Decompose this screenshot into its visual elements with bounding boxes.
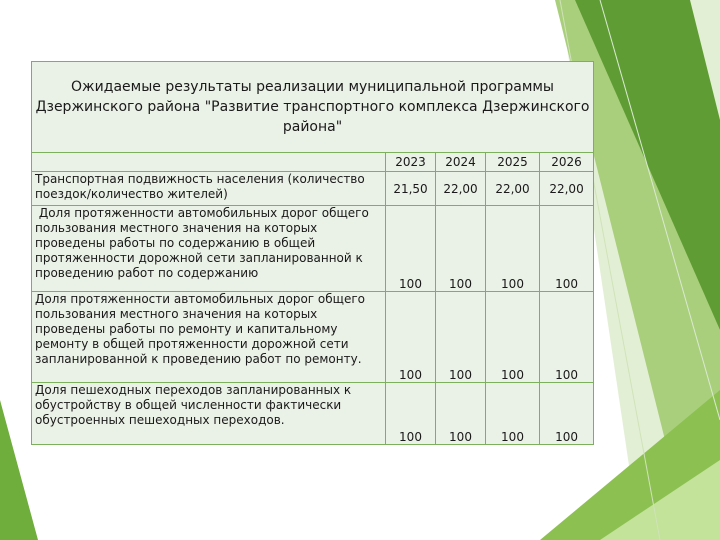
- table-row: [32, 383, 594, 445]
- year-2023: 2023: [386, 153, 436, 172]
- row-value: 100: [486, 292, 540, 383]
- row-value: 100: [386, 206, 436, 292]
- table-row: [32, 172, 594, 206]
- year-2025: 2025: [486, 153, 540, 172]
- year-2026: 2026: [540, 153, 594, 172]
- row-value: 100: [386, 292, 436, 383]
- row-value: 100: [540, 206, 594, 292]
- row-value: 100: [436, 292, 486, 383]
- row-value: 21,50: [386, 172, 436, 206]
- year-2024: 2024: [436, 153, 486, 172]
- row-label: Доля протяженности автомобильных дорог общего пользования местного значения на которых проведены работы по ремонту и капитальному ремонту в общей протяженности дорожной сети запланированной к проведению работ по ремонту.: [32, 292, 386, 383]
- empty-header-cell: [32, 153, 386, 172]
- results-table: [31, 61, 594, 445]
- row-value: 22,00: [486, 172, 540, 206]
- table-title: Ожидаемые результаты реализации муниципальной программы Дзержинского района "Развитие транспортного комплекса Дзержинского района": [32, 62, 594, 153]
- row-value: 100: [540, 383, 594, 445]
- row-value: 22,00: [540, 172, 594, 206]
- row-value: 100: [486, 206, 540, 292]
- row-label: Доля протяженности автомобильных дорог общего пользования местного значения на которых проведены работы по содержанию в общей протяженности дорожной сети запланированной к проведению работ по содержанию: [32, 206, 386, 292]
- row-value: 100: [486, 383, 540, 445]
- row-value: 22,00: [436, 172, 486, 206]
- table-row: [32, 292, 594, 383]
- table-row: [32, 206, 594, 292]
- row-value: 100: [436, 383, 486, 445]
- row-value: 100: [540, 292, 594, 383]
- row-value: 100: [386, 383, 436, 445]
- row-label: Доля пешеходных переходов запланированных к обустройству в общей численности фактически обустроенных пешеходных переходов.: [32, 383, 386, 445]
- year-header-row: [32, 153, 594, 172]
- row-label: Транспортная подвижность населения (количество поездок/количество жителей): [32, 172, 386, 206]
- row-value: 100: [436, 206, 486, 292]
